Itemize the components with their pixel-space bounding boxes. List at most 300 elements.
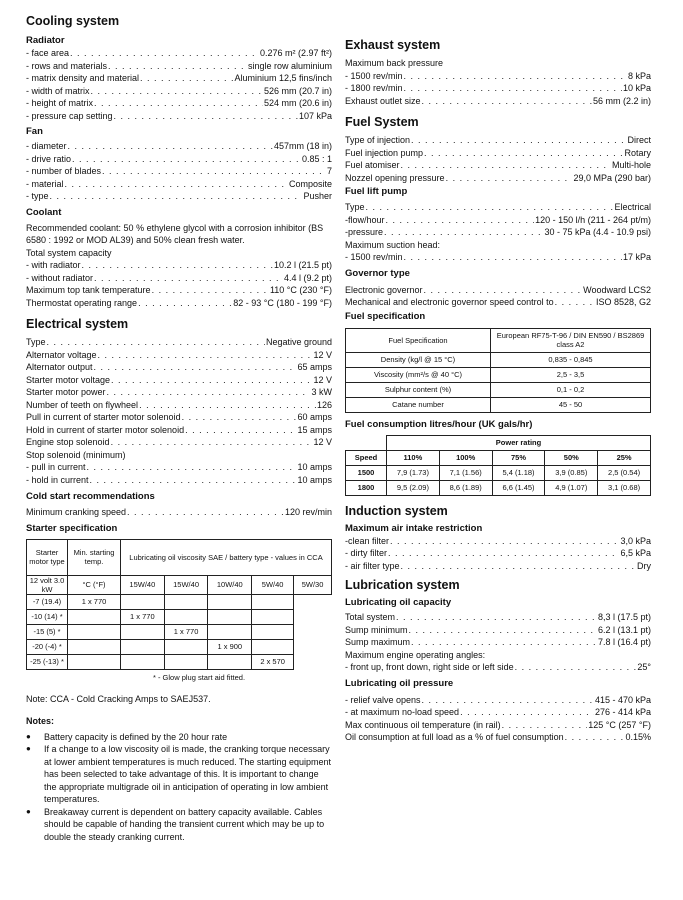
leader-dots bbox=[138, 297, 232, 310]
cca-cell: 1 x 770 bbox=[164, 624, 208, 639]
leader-dots bbox=[182, 411, 297, 424]
fuel-row bbox=[345, 172, 651, 185]
leader-dots bbox=[446, 172, 573, 185]
oil-pressure-row bbox=[345, 731, 651, 744]
electrical-row bbox=[26, 374, 332, 387]
grade-header: 5W/40 bbox=[252, 575, 294, 594]
note-item: ● Breakaway current is dependent on battery capacity available. Cables should be capable of handing the transient current which may be up to double the steady cranking current. bbox=[26, 806, 332, 844]
cca-cell bbox=[208, 594, 252, 609]
starter-table-row bbox=[27, 639, 332, 654]
leader-dots bbox=[90, 474, 297, 487]
spec-value: Direct bbox=[627, 135, 651, 145]
radiator-row bbox=[26, 110, 332, 123]
spec-label: Maximum top tank temperature bbox=[26, 285, 151, 295]
spec-label: Fuel atomiser bbox=[345, 160, 400, 170]
leader-dots bbox=[108, 60, 247, 73]
fuel-list bbox=[345, 134, 651, 184]
lift-pump-row bbox=[345, 226, 651, 239]
leader-dots bbox=[102, 165, 326, 178]
note-item: ● Battery capacity is defined by the 20 hour rate bbox=[26, 731, 332, 744]
governor-list bbox=[345, 284, 651, 309]
temp-cell: -20 (-4) * bbox=[27, 639, 68, 654]
leader-dots bbox=[87, 461, 297, 474]
spec-value: 82 - 93 °C (180 - 199 °F) bbox=[233, 297, 332, 308]
spec-label: Nozzel opening pressure bbox=[345, 172, 445, 183]
spec-label: Oil consumption at full load as a % of fuel consumption bbox=[345, 732, 564, 742]
starting-temp-header: Min. starting temp. bbox=[68, 539, 121, 575]
spec-label: - 1500 rev/min bbox=[345, 252, 403, 262]
spec-value: Pusher bbox=[303, 191, 332, 201]
fuel-consumption-table bbox=[345, 435, 651, 496]
spec-label: - face area bbox=[26, 48, 70, 58]
consumption-cell: 3,1 (0.68) bbox=[598, 480, 651, 495]
consumption-cell: 7,1 (1.56) bbox=[439, 465, 492, 480]
stop-solenoid-row bbox=[26, 474, 332, 487]
spec-value: Rotary bbox=[624, 147, 651, 158]
speed-header: Speed bbox=[346, 450, 387, 465]
spec-label: - drive ratio bbox=[26, 153, 72, 164]
spec-label: Total system bbox=[345, 612, 396, 622]
fuel-row bbox=[345, 147, 651, 160]
spec-label: - type bbox=[26, 191, 49, 201]
spec-value: 10.2 l (21.5 pt) bbox=[273, 260, 332, 270]
leader-dots bbox=[386, 214, 535, 227]
fuel-row bbox=[345, 159, 651, 172]
exhaust-row bbox=[345, 82, 651, 95]
spec-label: - at maximum no-load speed bbox=[345, 707, 460, 717]
spec-label: -flow/hour bbox=[345, 214, 385, 225]
leader-dots bbox=[565, 731, 625, 744]
spec-label: - hold in current bbox=[26, 474, 89, 485]
grade-header: 5W/30 bbox=[294, 575, 332, 594]
radiator-row bbox=[26, 60, 332, 73]
induction-list bbox=[345, 535, 651, 573]
oil-pressure-list bbox=[345, 694, 651, 744]
spec-value: 524 mm (20.6 in) bbox=[263, 98, 332, 108]
coolant-title: Coolant bbox=[26, 206, 62, 218]
leader-dots bbox=[502, 719, 588, 732]
stop-solenoid-title: Stop solenoid (minimum) bbox=[26, 449, 126, 460]
suction-list bbox=[345, 251, 651, 264]
fuel-spec-header: Fuel Specification bbox=[346, 328, 491, 352]
spec-value: 6.2 l (13.1 pt) bbox=[597, 624, 651, 635]
oil-pressure-row bbox=[345, 719, 651, 732]
starter-table-row bbox=[27, 609, 332, 624]
electrical-row bbox=[26, 424, 332, 437]
grade-header: 15W/40 bbox=[121, 575, 165, 594]
consumption-cell: 4,9 (1.07) bbox=[545, 480, 598, 495]
exhaust-system-title: Exhaust system bbox=[345, 38, 441, 52]
consumption-cell: 9,5 (2.09) bbox=[387, 480, 440, 495]
oil-capacity-title: Lubricating oil capacity bbox=[345, 597, 452, 608]
starter-motor-header: Starter motor type bbox=[27, 539, 68, 575]
spec-label: Starter motor power bbox=[26, 387, 106, 397]
fuel-consumption-title: Fuel consumption litres/hour (UK gals/hr) bbox=[345, 418, 533, 430]
spec-label: Type bbox=[26, 337, 46, 347]
leader-dots bbox=[98, 349, 313, 362]
temp-cell: -25 (-13) * bbox=[27, 654, 68, 669]
leader-dots bbox=[411, 134, 626, 147]
cold-start-title: Cold start recommendations bbox=[26, 491, 155, 502]
consumption-cell: 7,9 (1.73) bbox=[387, 465, 440, 480]
starter-spec-title: Starter specification bbox=[26, 522, 118, 534]
fuel-lift-title: Fuel lift pump bbox=[345, 186, 408, 197]
spec-label: - relief valve opens bbox=[345, 694, 421, 705]
cca-cell: 1 x 770 bbox=[121, 609, 165, 624]
cca-cell bbox=[121, 654, 165, 669]
spec-value: 56 mm (2.2 in) bbox=[592, 95, 651, 106]
grade-header: 10W/40 bbox=[208, 575, 252, 594]
left-column bbox=[26, 0, 332, 843]
power-column-header: 50% bbox=[545, 450, 598, 465]
fuel-standard-header: European RF75-T-96 / DIN EN590 / BS2869 class A2 bbox=[491, 328, 651, 352]
stop-list bbox=[26, 461, 332, 486]
leader-dots bbox=[185, 424, 296, 437]
exhaust-list bbox=[345, 70, 651, 108]
spec-value: 0.85 : 1 bbox=[301, 153, 332, 164]
note-item: ● If a change to a low viscosity oil is made, the cranking torque necessary at lower ambient temperatures is much reduced. The starting equipment has been selected to take advantage of this. It is important to change the appropriate multigrade oil in anticipation of operating in low ambient temperatures. bbox=[26, 743, 332, 806]
leader-dots bbox=[401, 560, 636, 573]
spec-value: Negative ground bbox=[265, 337, 332, 347]
spec-value: 120 - 150 l/h (211 - 264 pt/m) bbox=[535, 214, 651, 225]
cca-cell bbox=[252, 639, 294, 654]
leader-dots bbox=[127, 506, 284, 519]
leader-dots bbox=[152, 284, 269, 297]
cca-cell bbox=[208, 624, 252, 639]
starter-spec-table bbox=[26, 539, 332, 670]
leader-dots bbox=[404, 82, 622, 95]
spec-label: Alternator output bbox=[26, 362, 93, 372]
consumption-cell: 5,4 (1.18) bbox=[492, 465, 545, 480]
cca-cell bbox=[164, 654, 208, 669]
spec-label: - air filter type bbox=[345, 560, 400, 571]
spec-label: Sump minimum bbox=[345, 624, 408, 635]
lift-list bbox=[345, 201, 651, 239]
electrical-row bbox=[26, 436, 332, 449]
fuel-system-title: Fuel System bbox=[345, 115, 419, 129]
power-column-header: 110% bbox=[387, 450, 440, 465]
spec-label: - 1800 rev/min bbox=[345, 83, 403, 93]
fuel-spec-name: Sulphur content (%) bbox=[346, 382, 491, 397]
spec-label: Thermostat operating range bbox=[26, 297, 138, 308]
leader-dots bbox=[460, 706, 594, 719]
cca-cell bbox=[252, 624, 294, 639]
spec-value: 126 bbox=[316, 399, 332, 410]
leader-dots bbox=[424, 284, 583, 297]
electrical-list bbox=[26, 336, 332, 449]
electrical-system-title: Electrical system bbox=[26, 317, 129, 331]
spec-value: 8 kPa bbox=[627, 70, 651, 81]
starter-footnote: * - Glow plug start aid fitted. bbox=[152, 672, 246, 682]
leader-dots bbox=[396, 611, 597, 624]
fuel-row bbox=[345, 134, 651, 147]
spec-value: 526 mm (20.7 in) bbox=[263, 85, 332, 96]
spec-value: 12 V bbox=[313, 437, 332, 447]
leader-dots bbox=[411, 636, 597, 649]
electrical-row bbox=[26, 349, 332, 362]
induction-row bbox=[345, 560, 651, 573]
radiator-row bbox=[26, 97, 332, 110]
stop-solenoid-row bbox=[26, 461, 332, 474]
oil-pressure-row bbox=[345, 706, 651, 719]
cca-cell bbox=[121, 639, 165, 654]
spec-value: 457mm (18 in) bbox=[273, 141, 332, 151]
spec-label: -pressure bbox=[345, 227, 384, 237]
spec-label: Engine stop solenoid bbox=[26, 437, 110, 447]
spec-value: 25° bbox=[637, 662, 651, 672]
speed-cell: 1500 bbox=[346, 465, 387, 480]
governor-row bbox=[345, 296, 651, 309]
leader-dots bbox=[404, 70, 627, 83]
leader-dots bbox=[384, 226, 543, 239]
starter-table-row bbox=[27, 624, 332, 639]
suction-row bbox=[345, 251, 651, 264]
fuel-spec-value: 0,1 - 0,2 bbox=[491, 382, 651, 397]
spec-value: Woodward LCS2 bbox=[583, 284, 651, 295]
spec-label: - pull in current bbox=[26, 462, 86, 472]
angles-row bbox=[345, 661, 651, 674]
consumption-cell: 3,9 (0.85) bbox=[545, 465, 598, 480]
fuel-spec-row bbox=[346, 367, 651, 382]
spec-value: 60 amps bbox=[297, 412, 332, 422]
spec-label: Type bbox=[345, 202, 365, 212]
spec-value: 10 kPa bbox=[622, 83, 651, 93]
radiator-title: Radiator bbox=[26, 35, 65, 46]
cooling-system-title: Cooling system bbox=[26, 14, 120, 28]
spec-label: - height of matrix bbox=[26, 98, 94, 108]
spec-value: 7 bbox=[326, 166, 332, 176]
fan-title: Fan bbox=[26, 126, 43, 137]
spec-label: - without radiator bbox=[26, 272, 94, 283]
oil-capacity-row bbox=[345, 636, 651, 649]
leader-dots bbox=[555, 296, 595, 309]
consumption-cell: 2,5 (0.54) bbox=[598, 465, 651, 480]
cca-cell bbox=[164, 594, 208, 609]
notes-title: Notes: bbox=[26, 716, 55, 726]
spec-label: Sump maximum bbox=[345, 637, 411, 647]
fuel-spec-name: Density (kg/l @ 15 °C) bbox=[346, 352, 491, 367]
electrical-row bbox=[26, 386, 332, 399]
capacity-row bbox=[26, 284, 332, 297]
fan-list bbox=[26, 140, 332, 203]
spec-label: - with radiator bbox=[26, 260, 81, 270]
spec-value: 0.276 m² (2.97 ft²) bbox=[259, 48, 332, 58]
spec-label: - matrix density and material bbox=[26, 73, 140, 83]
cca-cell: 1 x 900 bbox=[208, 639, 252, 654]
electrical-row bbox=[26, 361, 332, 374]
induction-row bbox=[345, 547, 651, 560]
leader-dots bbox=[388, 547, 619, 560]
spec-value: 12 V bbox=[313, 349, 332, 360]
spec-label: Exhaust outlet size bbox=[345, 95, 421, 106]
cca-note: Note: CCA - Cold Cracking Amps to SAEJ537. bbox=[26, 693, 211, 704]
spec-value: Dry bbox=[637, 560, 651, 571]
spec-value: single row aluminium bbox=[247, 60, 332, 71]
spec-value: 120 rev/min bbox=[284, 507, 332, 517]
spec-value: ISO 8528, G2 bbox=[595, 297, 651, 307]
lift-pump-row bbox=[345, 214, 651, 227]
fuel-consumption-row bbox=[346, 480, 651, 495]
fuel-spec-row bbox=[346, 352, 651, 367]
fuel-spec-row bbox=[346, 397, 651, 412]
induction-row bbox=[345, 535, 651, 548]
angles-list bbox=[345, 661, 651, 674]
starter-table-row bbox=[27, 654, 332, 669]
spec-value: 12 V bbox=[313, 374, 332, 385]
spec-label: Electronic governor bbox=[345, 284, 423, 295]
spec-label: - number of blades bbox=[26, 166, 102, 176]
power-column-header: 75% bbox=[492, 450, 545, 465]
spec-value: 3 kW bbox=[311, 387, 332, 397]
consumption-cell: 8,6 (1.89) bbox=[439, 480, 492, 495]
spec-label: Type of injection bbox=[345, 135, 411, 145]
leader-dots bbox=[424, 147, 623, 160]
spec-label: Number of teeth on flywheel bbox=[26, 399, 139, 410]
back-pressure-title: Maximum back pressure bbox=[345, 58, 444, 68]
fan-row bbox=[26, 178, 332, 191]
cca-cell bbox=[208, 654, 252, 669]
cold-start-row bbox=[26, 506, 332, 519]
spec-label: Max continuous oil temperature (in rail) bbox=[345, 719, 501, 730]
radiator-list bbox=[26, 47, 332, 122]
suction-label: Maximum suction head: bbox=[345, 239, 441, 250]
fuel-spec-value: 0,835 - 0,845 bbox=[491, 352, 651, 367]
spec-value: 17 kPa bbox=[622, 252, 651, 262]
leader-dots bbox=[390, 535, 619, 548]
governor-title: Governor type bbox=[345, 267, 410, 279]
radiator-row bbox=[26, 47, 332, 60]
spec-value: 4.4 l (9.2 pt) bbox=[283, 272, 332, 283]
spec-label: Starter motor voltage bbox=[26, 374, 111, 385]
spec-value: 30 - 75 kPa (4.4 - 10.9 psi) bbox=[544, 227, 651, 237]
leader-dots bbox=[114, 110, 298, 123]
cca-cell bbox=[164, 639, 208, 654]
fuel-spec-name: Viscosity (mm²/s @ 40 °C) bbox=[346, 367, 491, 382]
fan-row bbox=[26, 140, 332, 153]
power-rating-header: Power rating bbox=[387, 435, 651, 450]
motor-type-cell: 12 volt 3.0 kW bbox=[27, 575, 68, 594]
leader-dots bbox=[82, 259, 273, 272]
spec-value: 8,3 l (17.5 pt) bbox=[597, 612, 651, 622]
leader-dots bbox=[422, 95, 592, 108]
spec-value: Composite bbox=[288, 178, 332, 189]
spec-label: - width of matrix bbox=[26, 85, 90, 96]
induction-system-title: Induction system bbox=[345, 503, 448, 518]
cold-list bbox=[26, 506, 332, 519]
spec-value: 107 kPa bbox=[298, 110, 332, 121]
spec-value: 0.15% bbox=[625, 732, 651, 742]
spec-value: 10 amps bbox=[297, 474, 332, 485]
spec-label: Mechanical and electronic governor speed control to bbox=[345, 297, 554, 307]
cca-cell: 1 x 770 bbox=[68, 594, 121, 609]
fan-row bbox=[26, 190, 332, 203]
right-column bbox=[345, 0, 651, 744]
exhaust-row bbox=[345, 95, 651, 108]
radiator-row bbox=[26, 85, 332, 98]
lift-pump-row bbox=[345, 201, 651, 214]
spec-value: 65 amps bbox=[297, 362, 332, 372]
leader-dots bbox=[422, 694, 594, 707]
electrical-row bbox=[26, 399, 332, 412]
spec-label: -clean filter bbox=[345, 535, 390, 546]
leader-dots bbox=[515, 661, 637, 674]
spec-label: - material bbox=[26, 178, 64, 189]
oil-pressure-row bbox=[345, 694, 651, 707]
leader-dots bbox=[409, 624, 597, 637]
lubrication-system-title: Lubrication system bbox=[345, 578, 460, 592]
capacity-row bbox=[26, 272, 332, 285]
fuel-spec-table bbox=[345, 328, 651, 413]
electrical-row bbox=[26, 336, 332, 349]
fan-row bbox=[26, 165, 332, 178]
spec-value: 29,0 MPa (290 bar) bbox=[573, 172, 651, 183]
leader-dots bbox=[401, 159, 611, 172]
leader-dots bbox=[94, 97, 263, 110]
cca-cell bbox=[68, 639, 121, 654]
oil-capacity-list bbox=[345, 611, 651, 649]
leader-dots bbox=[139, 399, 316, 412]
starter-table-row bbox=[27, 594, 332, 609]
fuel-spec-name: Catane number bbox=[346, 397, 491, 412]
spec-value: 110 °C (230 °F) bbox=[269, 285, 332, 295]
cca-cell bbox=[121, 624, 165, 639]
oil-capacity-row bbox=[345, 611, 651, 624]
consumption-cell: 6,6 (1.45) bbox=[492, 480, 545, 495]
leader-dots bbox=[111, 436, 313, 449]
leader-dots bbox=[91, 85, 263, 98]
cca-cell bbox=[121, 594, 165, 609]
cca-cell bbox=[252, 594, 294, 609]
power-column-header: 100% bbox=[439, 450, 492, 465]
spec-label: - dirty filter bbox=[345, 548, 388, 558]
leader-dots bbox=[68, 140, 273, 153]
temp-cell: -10 (14) * bbox=[27, 609, 68, 624]
fuel-spec-value: 45 - 50 bbox=[491, 397, 651, 412]
radiator-row bbox=[26, 72, 332, 85]
fuel-spec-value: 2,5 - 3,5 bbox=[491, 367, 651, 382]
spec-label: Alternator voltage bbox=[26, 349, 97, 360]
leader-dots bbox=[94, 361, 297, 374]
spec-value: 6,5 kPa bbox=[620, 548, 651, 558]
cca-cell: 2 x 570 bbox=[252, 654, 294, 669]
leader-dots bbox=[94, 272, 283, 285]
angles-label: Maximum engine operating angles: bbox=[345, 649, 486, 660]
temp-unit-cell: °C (°F) bbox=[68, 575, 121, 594]
exhaust-row bbox=[345, 70, 651, 83]
leader-dots bbox=[107, 386, 311, 399]
oil-capacity-row bbox=[345, 624, 651, 637]
spec-value: Electrical bbox=[614, 202, 651, 212]
cca-cell bbox=[68, 609, 121, 624]
air-intake-title: Maximum air intake restriction bbox=[345, 522, 483, 534]
spec-label: Pull in current of starter motor solenoid bbox=[26, 412, 181, 422]
fuel-spec-row bbox=[346, 382, 651, 397]
leader-dots bbox=[47, 336, 265, 349]
leader-dots bbox=[72, 153, 301, 166]
spec-value: Aluminium 12,5 fins/inch bbox=[234, 73, 332, 83]
speed-cell: 1800 bbox=[346, 480, 387, 495]
oil-viscosity-header: Lubricating oil viscosity SAE / battery type - values in CCA bbox=[121, 539, 332, 575]
coolant-text: Recommended coolant: 50 % ethylene glycol with a corrosion inhibitor (BS 6580 : 1992 or MOD AL39) and 50% clean fresh water. bbox=[26, 222, 324, 245]
spec-value: 10 amps bbox=[297, 462, 332, 472]
cca-cell bbox=[208, 609, 252, 624]
spec-label: - front up, front down, right side or left side bbox=[345, 662, 514, 672]
spec-label: - 1500 rev/min bbox=[345, 70, 403, 81]
leader-dots bbox=[404, 251, 622, 264]
spec-label: - pressure cap setting bbox=[26, 110, 113, 121]
capacity-row bbox=[26, 259, 332, 272]
fuel-spec-title: Fuel specification bbox=[345, 310, 426, 322]
